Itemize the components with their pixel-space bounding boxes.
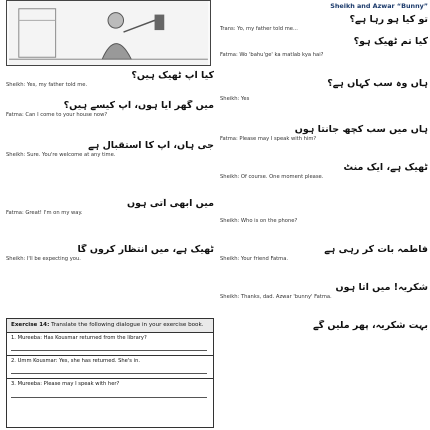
dialogue-line (220, 124, 428, 143)
dialogue-line (220, 78, 428, 90)
exercise-item: 2. Umm Kousmar: Yes, she has returned. She's in. (11, 358, 141, 364)
dialogue-illustration (6, 0, 211, 66)
dialogue-line (6, 100, 214, 119)
exercise-header (7, 319, 213, 333)
section-title-block (220, 2, 428, 10)
exercise-title: Exercise 14: (11, 322, 50, 328)
exercise-row (7, 333, 213, 356)
people-talking-illustration (7, 1, 210, 65)
translation-line: Trans: Yo, my father told me... (220, 26, 298, 32)
urdu-line: ہاں وہ سب کہاں ہے؟ (327, 78, 428, 89)
dialogue-line (220, 320, 428, 332)
dialogue-line (6, 70, 214, 89)
translation-line: Fatma: Wo 'bahu'ge' ka matlab kya hai? (220, 52, 324, 58)
exercise-row (7, 356, 213, 379)
answer-line (11, 373, 207, 374)
exercise-item: 3. Mureeba: Please may I speak with her? (11, 381, 120, 387)
dialogue-line (6, 140, 214, 159)
answer-line (11, 350, 207, 351)
dialogue-line (220, 218, 428, 225)
answer-line (11, 397, 207, 398)
translation-line: Sheikh: Of course. One moment please. (220, 174, 324, 180)
urdu-line: کیا تم ٹھیک ہو؟ (353, 36, 428, 47)
urdu-line: جی ہاں، آپ کا استقبال ہے (88, 140, 214, 151)
dialogue-line (6, 198, 214, 217)
dialogue-line (220, 162, 428, 181)
translation-line: Fatma: Can I come to your house now? (6, 112, 108, 118)
urdu-line: ٹھیک ہے، ایک منٹ (343, 162, 428, 173)
translation-line: Sheikh: Yes, my father told me. (6, 82, 88, 88)
exercise-box (6, 318, 214, 428)
exercise-row (7, 379, 213, 402)
dialogue-line (220, 96, 428, 103)
exercise-item: 1. Mureeba: Has Kousmar returned from the library? (11, 335, 147, 341)
urdu-line: میں ابھی آتی ہوں (126, 198, 214, 209)
urdu-line: شکریہ! میں آتا ہوں (335, 282, 428, 293)
dialogue-line (220, 244, 428, 263)
urdu-line: فاطمہ بات کر رہی ہے (324, 244, 428, 255)
dialogue-line (220, 282, 428, 301)
exercise-instruction: Translate the following dialogue in your exercise book. (51, 322, 204, 328)
dialogue-line (220, 36, 428, 48)
urdu-line: میں گھر آیا ہوں، آپ کیسے ہیں؟ (63, 100, 214, 111)
urdu-line: بہت شکریہ، پھر ملیں گے (313, 320, 428, 331)
dialogue-line (220, 52, 428, 59)
urdu-line: تو کیا ہو رہا ہے؟ (349, 14, 428, 25)
translation-line: Sheikh: Yes (220, 96, 250, 102)
dialogue-line (220, 14, 428, 33)
translation-line: Sheikh: Thanks, dad. Azwar 'bunny' Fatma. (220, 294, 332, 300)
dialogue-line (6, 244, 214, 263)
urdu-line: ٹھیک ہے، میں انتظار کروں گا (77, 244, 214, 255)
urdu-line: ہاں میں سب کچھ جانتا ہوں (294, 124, 428, 135)
translation-line: Sheikh: Sure. You're welcome at any time. (6, 152, 116, 158)
translation-line: Sheikh: I'll be expecting you. (6, 256, 81, 262)
translation-line: Fatma: Please may I speak with him? (220, 136, 317, 142)
translation-line: Fatma: Great! I'm on my way. (6, 210, 83, 216)
section-title: Sheikh and Azwar “Bunny” (330, 2, 428, 10)
translation-line: Sheikh: Your friend Fatma. (220, 256, 289, 262)
urdu-line: کیا آپ ٹھیک ہیں؟ (131, 70, 214, 81)
translation-line: Sheikh: Who is on the phone? (220, 218, 298, 224)
